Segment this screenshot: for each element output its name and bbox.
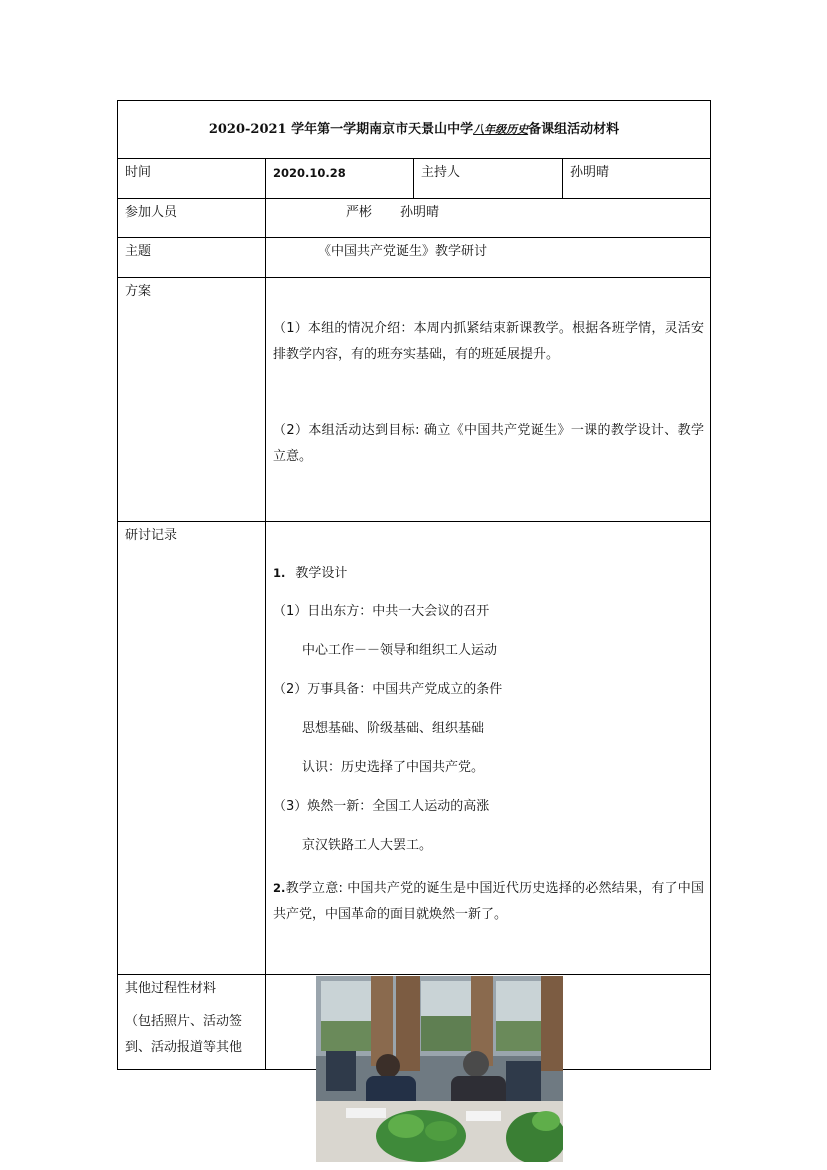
participant-name: 孙明晴: [400, 205, 440, 220]
record-line: 京汉铁路工人大罢工。: [302, 838, 433, 853]
other-label: 其他过程性材料: [125, 981, 217, 996]
record-line: 中心工作－－领导和组织工人运动: [302, 643, 498, 658]
title-subject: 八年级历史: [473, 122, 529, 136]
participants-value: [266, 199, 711, 238]
host-label: 主持人: [414, 159, 563, 199]
host-value: 孙明晴: [563, 159, 711, 199]
meeting-photo-image: [316, 976, 563, 1162]
design-number: 1.: [273, 566, 286, 580]
activity-record-table: [117, 100, 711, 1070]
record-content: [266, 522, 711, 975]
record-line: 认识：历史选择了中国共产党。: [302, 760, 485, 775]
record-line: （1）日出东方：中共一大会议的召开: [273, 604, 490, 619]
record-line: 思想基础、阶级基础、组织基础: [302, 721, 485, 736]
other-note: （包括照片、活动签到、活动报道等其他: [125, 1014, 243, 1055]
intent-text: 教学立意: 中国共产党的诞生是中国近代历史选择的必然结果，有了中国共产党，中国革命的面目就焕然一新了。: [273, 881, 704, 922]
participant-name: 严彬: [346, 205, 373, 220]
record-line: （3）焕然一新：全国工人运动的高涨: [273, 799, 490, 814]
topic-value: 《中国共产党诞生》教学研讨: [266, 238, 711, 278]
activity-photo: [316, 976, 563, 1162]
time-label: 时间: [118, 159, 266, 199]
plan-item: （1）本组的情况介绍：本周内抓紧结束新课教学。根据各班学情，灵活安排教学内容，有的班夯实基础，有的班延展提升。: [273, 321, 704, 362]
other-label-cell: [118, 975, 266, 1070]
plan-label: 方案: [118, 278, 266, 522]
participants-label: 参加人员: [118, 199, 266, 238]
record-label: 研讨记录: [118, 522, 266, 975]
record-intent: [266, 875, 710, 928]
intent-number: 2.: [273, 881, 286, 895]
document-title: [118, 101, 711, 159]
topic-label: 主题: [118, 238, 266, 278]
record-design-heading: [266, 563, 710, 602]
title-tail: 备课组活动材料: [528, 121, 620, 137]
title-main: 2020-2021 学年第一学期南京市天景山中学: [208, 121, 474, 137]
time-value: 2020.10.28: [273, 166, 346, 180]
plan-item: （2）本组活动达到目标: 确立《中国共产党诞生》一课的教学设计、教学立意。: [273, 423, 704, 464]
record-line: （2）万事具备：中国共产党成立的条件: [273, 682, 503, 697]
plan-content: [266, 278, 711, 522]
time-value-cell: [266, 159, 414, 199]
design-title: 教学设计: [295, 566, 348, 581]
